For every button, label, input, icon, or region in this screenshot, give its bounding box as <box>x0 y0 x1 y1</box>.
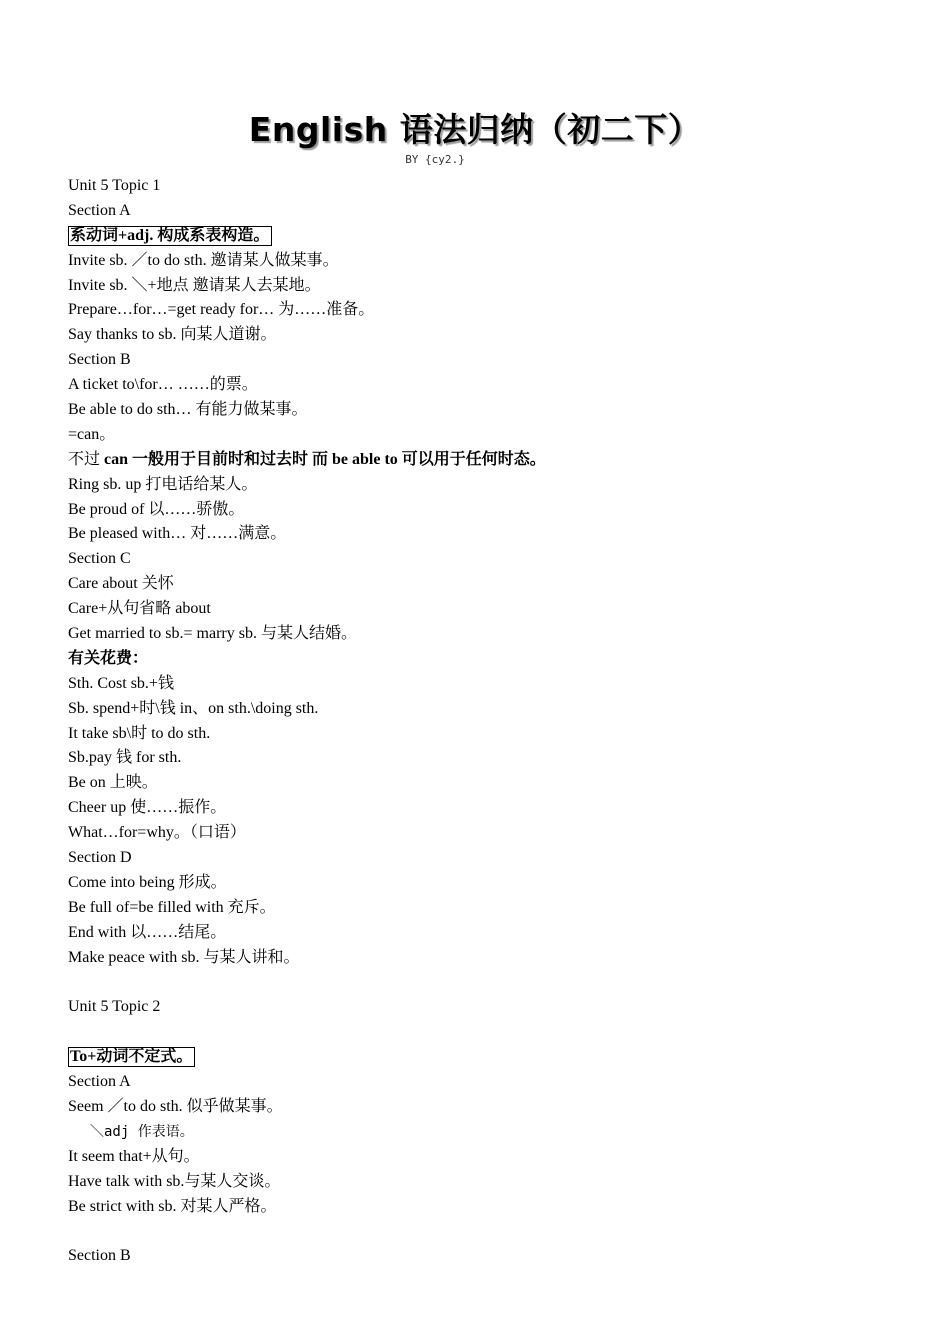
phrase-line: Have talk with sb.与某人交谈。 <box>68 1172 281 1190</box>
boxed-heading-text: To+动词不定式。 <box>68 1047 195 1067</box>
phrase-line: Sb.pay 钱 for sth. <box>68 749 182 767</box>
phrase-line: Care about 关怀 <box>68 575 174 593</box>
phrase-line: A ticket to\for… ……的票。 <box>68 376 258 394</box>
phrase-line: Sb. spend+时\钱 in、on sth.\doing sth. <box>68 699 319 717</box>
unit-heading: Unit 5 Topic 2 <box>68 998 161 1016</box>
phrase-line: It seem that+从句。 <box>68 1147 200 1165</box>
boxed-heading-text: 系动词+adj. 构成系表构造。 <box>68 226 272 246</box>
phrase-line: Be able to do sth… 有能力做某事。 <box>68 401 308 419</box>
phrase-line: Invite sb. ＼+地点 邀请某人去某地。 <box>68 276 321 294</box>
phrase-line: Cheer up 使……振作。 <box>68 799 227 817</box>
grammar-note-bold: can 一般用于目前时和过去时 而 be able to 可以用于任何时态。 <box>104 450 546 468</box>
section-heading: Section A <box>68 1073 131 1091</box>
section-heading: Section D <box>68 849 132 867</box>
phrase-line: Seem ／to do sth. 似乎做某事。 <box>68 1097 283 1115</box>
document-title: English 语法归纳（初二下） <box>248 110 702 149</box>
phrase-line: Sth. Cost sb.+钱 <box>68 674 174 692</box>
section-heading: Section B <box>68 351 131 369</box>
phrase-line: What…for=why。（口语） <box>68 824 246 842</box>
notes-body <box>68 174 888 1269</box>
phrase-line: Prepare…for…=get ready for… 为……准备。 <box>68 301 375 319</box>
blank-line <box>68 1020 888 1045</box>
boxed-topic-heading <box>68 224 888 249</box>
phrase-line: Get married to sb.= marry sb. 与某人结婚。 <box>68 625 357 643</box>
phrase-line: Be full of=be filled with 充斥。 <box>68 898 276 916</box>
phrase-line: Be proud of 以……骄傲。 <box>68 500 245 518</box>
phrase-line: Be pleased with… 对……满意。 <box>68 525 287 543</box>
grammar-note <box>68 448 888 473</box>
phrase-line: Say thanks to sb. 向某人道谢。 <box>68 326 277 344</box>
phrase-line: Invite sb. ／to do sth. 邀请某人做某事。 <box>68 251 339 269</box>
phrase-line: Come into being 形成。 <box>68 873 227 891</box>
section-heading: Section B <box>68 1247 131 1265</box>
subtopic-heading: 有关花费： <box>68 649 149 667</box>
blank-line <box>68 971 888 996</box>
grammar-note-lead: 不过 <box>68 450 105 468</box>
unit-heading: Unit 5 Topic 1 <box>68 177 161 194</box>
author-byline: BY {cy2.} <box>405 153 465 166</box>
boxed-topic-heading <box>68 1045 888 1070</box>
phrase-line: Be strict with sb. 对某人严格。 <box>68 1197 277 1215</box>
phrase-line: =can。 <box>68 425 116 443</box>
phrase-line: Care+从句省略 about <box>68 600 211 618</box>
phrase-line: Ring sb. up 打电话给某人。 <box>68 475 258 493</box>
phrase-line: ＼adj 作表语。 <box>90 1123 194 1140</box>
phrase-line: End with 以……结尾。 <box>68 923 227 941</box>
section-heading: Section A <box>68 201 131 219</box>
phrase-line: It take sb\时 to do sth. <box>68 724 211 742</box>
section-heading: Section C <box>68 550 131 568</box>
phrase-line: Make peace with sb. 与某人讲和。 <box>68 948 300 966</box>
blank-line <box>68 1219 888 1244</box>
phrase-line: Be on 上映。 <box>68 774 158 792</box>
